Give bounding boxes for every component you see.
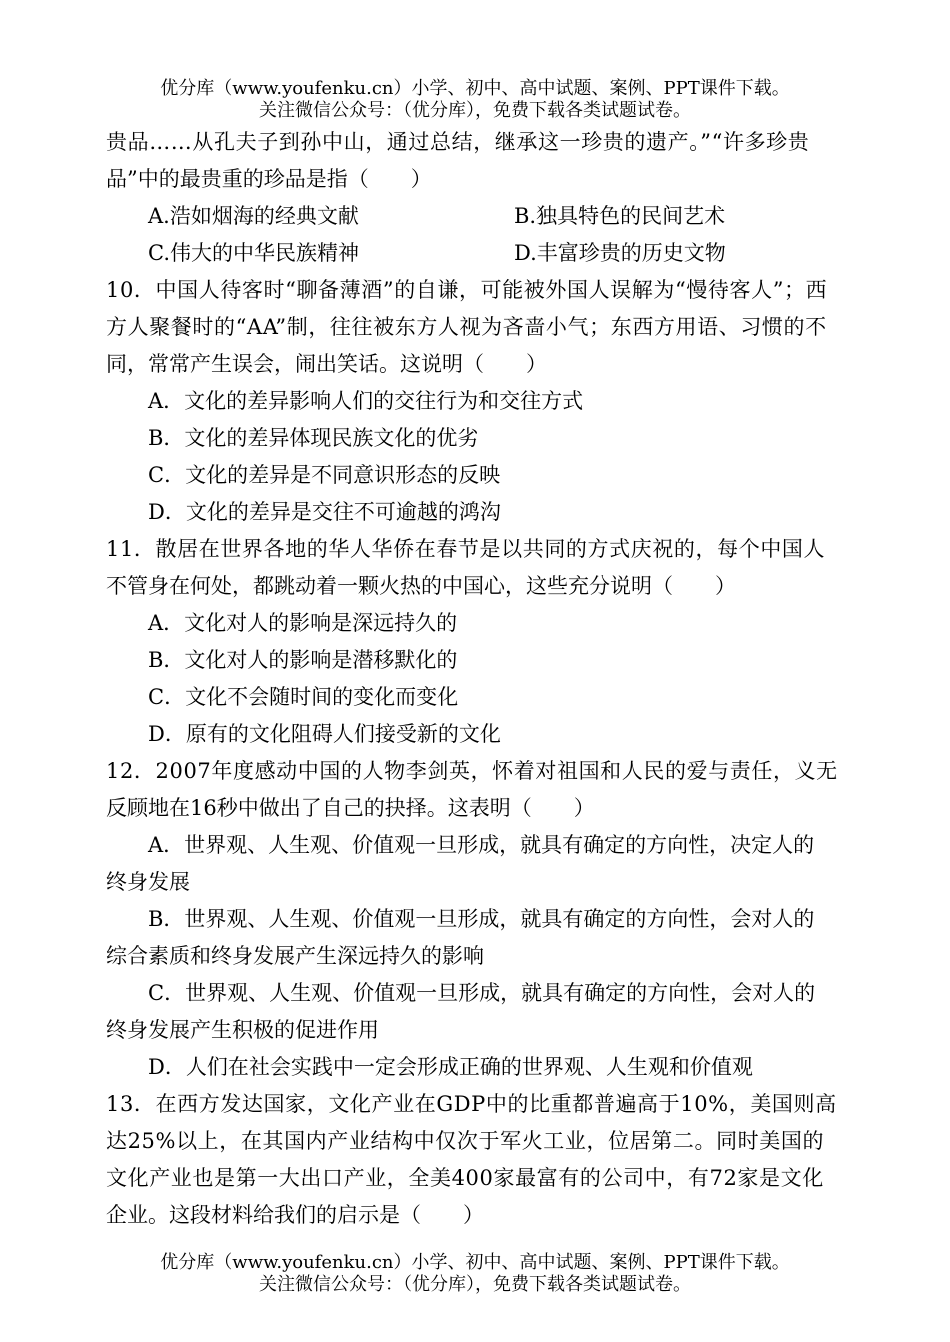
q11-option-d: D．原有的文化阻碍人们接受新的文化 [148,722,501,746]
q12-option-c-line-1: C．世界观、人生观、价值观一旦形成，就具有确定的方向性，会对人的 [148,981,816,1005]
q10-option-b: B．文化的差异体现民族文化的优劣 [148,426,479,450]
q11-option-b: B．文化对人的影响是潜移默化的 [148,648,458,672]
q10-line-3: 同，常常产生误会，闹出笑话。这说明（ ） [106,352,547,376]
q11-line-1: 11．散居在世界各地的华人华侨在春节是以共同的方式庆祝的，每个中国人 [106,537,826,561]
q13-line-4: 企业。这段材料给我们的启示是（ ） [106,1203,484,1227]
q9-option-c: C.伟大的中华民族精神 [148,241,359,265]
q12-option-a-line-2: 终身发展 [106,870,190,894]
q10-option-c: C．文化的差异是不同意识形态的反映 [148,463,501,487]
q9-line-2: 品”中的最贵重的珍品是指（ ） [106,167,432,191]
q10-line-1: 10．中国人待客时“聊备薄酒”的自谦，可能被外国人误解为“慢待客人”；西 [106,278,828,302]
q12-option-b-line-2: 综合素质和终身发展产生深远持久的影响 [106,944,484,968]
q9-options-row-2 [106,235,846,272]
q12-option-d: D．人们在社会实践中一定会形成正确的世界观、人生观和价值观 [148,1055,753,1079]
q13-line-2: 达25%以上，在其国内产业结构中仅次于军火工业，位居第二。同时美国的 [106,1129,825,1153]
page-header [0,78,950,122]
q12-option-b-line-1: B．世界观、人生观、价值观一旦形成，就具有确定的方向性，会对人的 [148,907,815,931]
q12-option-c-line-2: 终身发展产生积极的促进作用 [106,1018,379,1042]
exam-content [106,124,846,1234]
q9-line-1: 贵品……从孔夫子到孙中山，通过总结，继承这一珍贵的遗产。”“许多珍贵 [106,130,810,154]
q9-option-b: B.独具特色的民间艺术 [514,204,726,228]
q9-option-d: D.丰富珍贵的历史文物 [514,241,726,265]
q11-option-a: A．文化对人的影响是深远持久的 [148,611,458,635]
q10-line-2: 方人聚餐时的“AA”制，往往被东方人视为吝啬小气；东西方用语、习惯的不 [106,315,827,339]
q12-option-a-line-1: A．世界观、人生观、价值观一旦形成，就具有确定的方向性，决定人的 [148,833,815,857]
footer-line-1: 优分库（www.youfenku.cn）小学、初中、高中试题、案例、PPT课件下载。 [160,1252,790,1273]
q11-line-2: 不管身在何处，都跳动着一颗火热的中国心，这些充分说明（ ） [106,574,736,598]
q10-option-d: D．文化的差异是交往不可逾越的鸿沟 [148,500,501,524]
header-line-2: 关注微信公众号：（优分库），免费下载各类试题试卷。 [259,100,691,121]
q13-line-3: 文化产业也是第一大出口产业，全美400家最富有的公司中，有72家是文化 [106,1166,824,1190]
q9-options-row-1 [106,198,846,235]
footer-line-2: 关注微信公众号：（优分库），免费下载各类试题试卷。 [259,1274,691,1295]
q9-option-a: A.浩如烟海的经典文献 [148,204,359,228]
q13-line-1: 13．在西方发达国家，文化产业在GDP中的比重都普遍高于10%，美国则高 [106,1092,837,1116]
page-footer [0,1252,950,1296]
q11-option-c: C．文化不会随时间的变化而变化 [148,685,459,709]
q10-option-a: A．文化的差异影响人们的交往行为和交往方式 [148,389,584,413]
q12-line-2: 反顾地在16秒中做出了自己的抉择。这表明（ ） [106,796,595,820]
q12-line-1: 12．2007年度感动中国的人物李剑英，怀着对祖国和人民的爱与责任，义无 [106,759,838,783]
header-line-1: 优分库（www.youfenku.cn）小学、初中、高中试题、案例、PPT课件下载。 [160,78,790,99]
